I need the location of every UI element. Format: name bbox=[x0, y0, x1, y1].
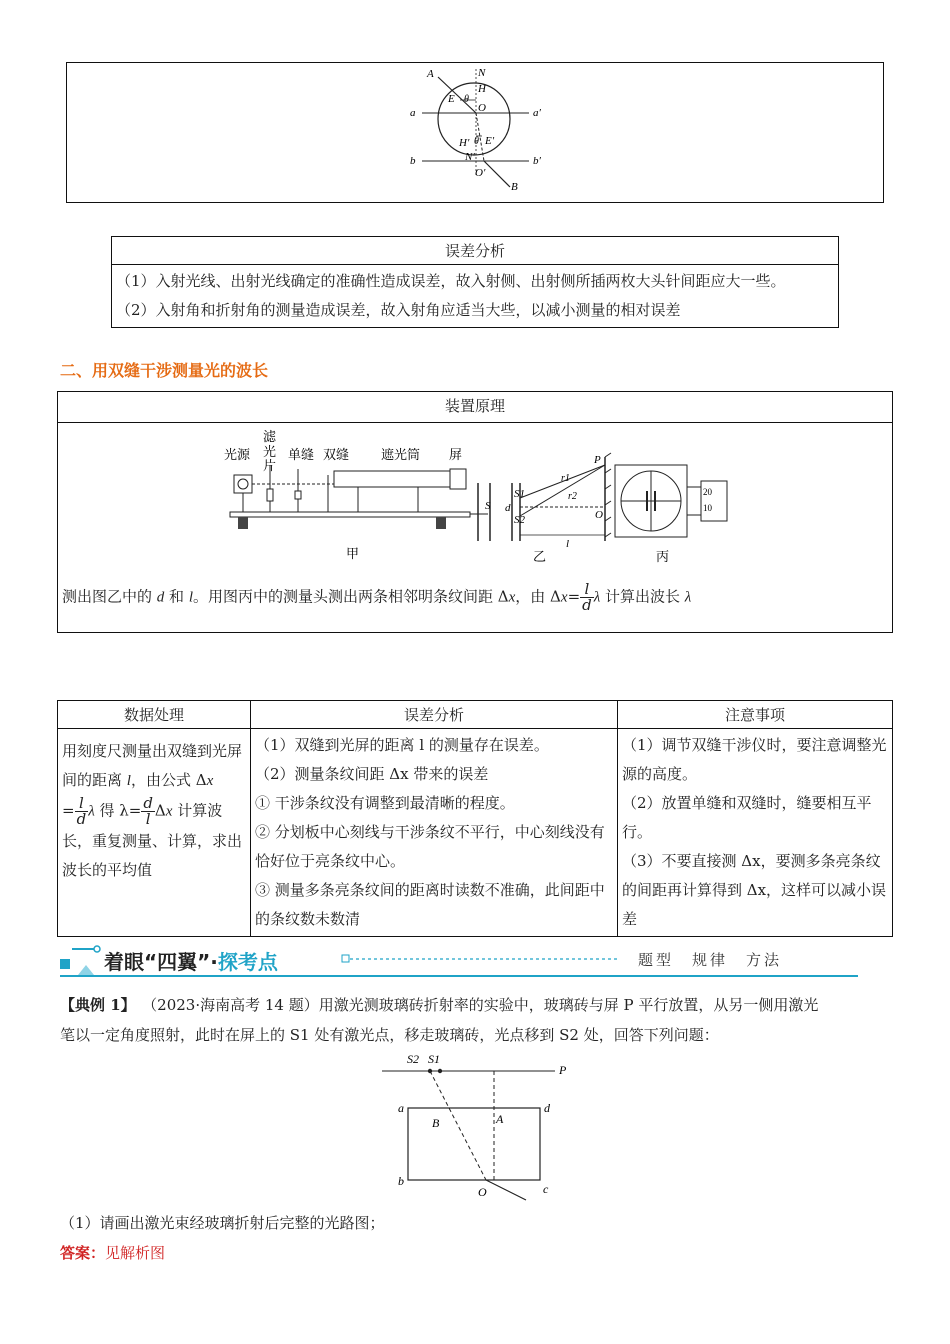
label-N: N bbox=[478, 67, 486, 79]
label-P: P bbox=[594, 454, 601, 466]
label-E: E bbox=[448, 93, 455, 105]
label-O: O bbox=[478, 102, 486, 114]
note-item-1: （1）调节双缝干涉仪时，要注意调整光源的高度。 bbox=[622, 736, 887, 783]
note-item-3: （3）不要直接测 Δx，要测多条亮条纹的间距再计算得到 Δx，这样可以减小误差 bbox=[622, 852, 887, 928]
label-filter-1: 滤 bbox=[263, 429, 277, 444]
fig-label-c: c bbox=[543, 1182, 549, 1196]
label-B: B bbox=[511, 181, 518, 193]
fig-label-P: P bbox=[559, 1063, 567, 1077]
answer-label: 答案： bbox=[60, 1244, 106, 1262]
label-S2: S2 bbox=[514, 514, 525, 526]
banner-tags: 题型 规律 方法 bbox=[638, 951, 783, 969]
error-analysis-item-2: （2）入射角和折射角的测量造成误差，故入射角应适当大些，以减小测量的相对误差 bbox=[116, 301, 681, 319]
header-data-processing: 数据处理 bbox=[58, 701, 251, 729]
label-H: H bbox=[478, 83, 486, 95]
fraction-l-over-d: $\frac{l}{d}$ bbox=[582, 580, 592, 614]
principle-text: 测出图乙中的 d 和 l。用图丙中的测量头测出两条相邻明条纹间距 Δx，由 Δx= $\frac{l}{d}$ λ 计算出波长 λ bbox=[62, 580, 692, 614]
label-A: A bbox=[427, 68, 434, 80]
caption-jia: 甲 bbox=[346, 546, 360, 561]
label-S1: S1 bbox=[514, 488, 525, 500]
answer-text: 见解析图 bbox=[105, 1244, 166, 1262]
error-item-1: （1）双缝到光屏的距离 l 的测量存在误差。 bbox=[255, 736, 549, 754]
label-r1: r1 bbox=[561, 473, 570, 484]
label-S: S bbox=[485, 500, 491, 512]
label-double-slit: 双缝 bbox=[323, 447, 350, 462]
double-slit-apparatus-diagram bbox=[58, 423, 892, 573]
refraction-diagram bbox=[67, 63, 885, 204]
label-H-prime: H′ bbox=[459, 137, 470, 149]
fig-label-A: A bbox=[496, 1112, 504, 1126]
label-filter-3: 片 bbox=[263, 458, 277, 473]
error-analysis-cell bbox=[251, 729, 618, 937]
label-theta1: θ bbox=[464, 94, 469, 105]
fig-label-B: B bbox=[432, 1116, 440, 1130]
label-E-prime: E′ bbox=[485, 135, 495, 147]
example-label: 【典例 1】 bbox=[60, 996, 136, 1014]
label-r2: r2 bbox=[568, 491, 577, 502]
header-error-analysis: 误差分析 bbox=[251, 701, 618, 729]
glass-brick-diagram bbox=[360, 1050, 660, 1210]
error-analysis-body bbox=[112, 265, 839, 328]
label-b: b bbox=[410, 155, 416, 167]
example-text: 【典例 1】 （2023·海南高考 14 题）用激光测玻璃砖折射率的实验中，玻璃砖与屏 P 平行放置，从另一侧用激光 笔以一定角度照射，此时在屏上的 S1 处有激光点，移走玻璃砖，光点移到 S2 处，回答下列问题： bbox=[60, 996, 819, 1044]
fraction-d-over-l: $\frac{d}{l}$ bbox=[143, 794, 153, 828]
data-table bbox=[57, 700, 893, 937]
error-analysis-header: 误差分析 bbox=[112, 237, 839, 265]
label-a: a bbox=[410, 107, 416, 119]
error-analysis-table bbox=[111, 236, 839, 328]
section-title: 二、用双缝干涉测量光的波长 bbox=[60, 361, 269, 380]
fig-label-a: a bbox=[398, 1101, 404, 1115]
example-source: （2023·海南高考 14 题） bbox=[149, 996, 319, 1014]
scale-10: 10 bbox=[703, 503, 712, 513]
label-l: l bbox=[566, 538, 570, 550]
notes-cell bbox=[618, 729, 893, 937]
fig-label-O: O bbox=[478, 1185, 487, 1199]
label-theta2: θ bbox=[474, 136, 479, 147]
error-item-3: ① 干涉条纹没有调整到最清晰的程度。 bbox=[255, 794, 515, 812]
label-N-prime: N′ bbox=[465, 151, 475, 163]
error-analysis-item-1: （1）入射光线、出射光线确定的准确性造成误差，故入射侧、出射侧所插两枚大头针间距应大一些。 bbox=[116, 272, 786, 290]
label-a-prime: a′ bbox=[533, 107, 541, 119]
question-1: （1）请画出激光束经玻璃折射后完整的光路图； bbox=[60, 1214, 385, 1232]
error-item-2: （2）测量条纹间距 Δx 带来的误差 bbox=[255, 765, 489, 783]
section-banner bbox=[60, 943, 860, 979]
error-item-4: ② 分划板中心刻线与干涉条纹不平行，中心刻线没有恰好位于亮条纹中心。 bbox=[255, 823, 605, 870]
caption-bing: 丙 bbox=[656, 549, 670, 564]
label-tube: 遮光筒 bbox=[381, 447, 421, 462]
figure-1-frame bbox=[66, 62, 884, 203]
label-b-prime: b′ bbox=[533, 155, 541, 167]
fig-label-S1: S1 bbox=[428, 1052, 440, 1066]
caption-yi: 乙 bbox=[533, 549, 547, 564]
note-item-2: （2）放置单缝和双缝时，缝要相互平行。 bbox=[622, 794, 872, 841]
banner-title: 着眼“四翼”·探考点 bbox=[104, 950, 278, 974]
label-single-slit: 单缝 bbox=[288, 447, 315, 462]
principle-table bbox=[57, 391, 893, 633]
fig-label-S2: S2 bbox=[407, 1052, 419, 1066]
header-notes: 注意事项 bbox=[618, 701, 893, 729]
data-processing-cell: 用刻度尺测量出双缝到光屏间的距离 l，由公式 Δx = $\frac{l}{d}$ λ 得 λ= $\frac{d}{l}$ Δx 计算波长，重复测量、计算，求出波长的平均值 bbox=[58, 729, 251, 937]
principle-header: 装置原理 bbox=[58, 392, 892, 423]
label-light-source: 光源 bbox=[224, 447, 251, 462]
error-item-5: ③ 测量多条亮条纹间的距离时读数不准确，此间距中的条纹数未数清 bbox=[255, 881, 605, 928]
fig-label-b: b bbox=[398, 1174, 404, 1188]
label-filter-2: 光 bbox=[263, 444, 277, 459]
label-screen: 屏 bbox=[449, 447, 463, 462]
answer-line bbox=[60, 1242, 165, 1263]
label-d: d bbox=[505, 502, 511, 514]
label-O-screen: O bbox=[595, 509, 603, 521]
label-O-prime: O′ bbox=[475, 167, 486, 179]
fraction-l-over-d-2: $\frac{l}{d}$ bbox=[76, 794, 87, 828]
scale-20: 20 bbox=[703, 487, 712, 497]
fig-label-d: d bbox=[544, 1101, 550, 1115]
